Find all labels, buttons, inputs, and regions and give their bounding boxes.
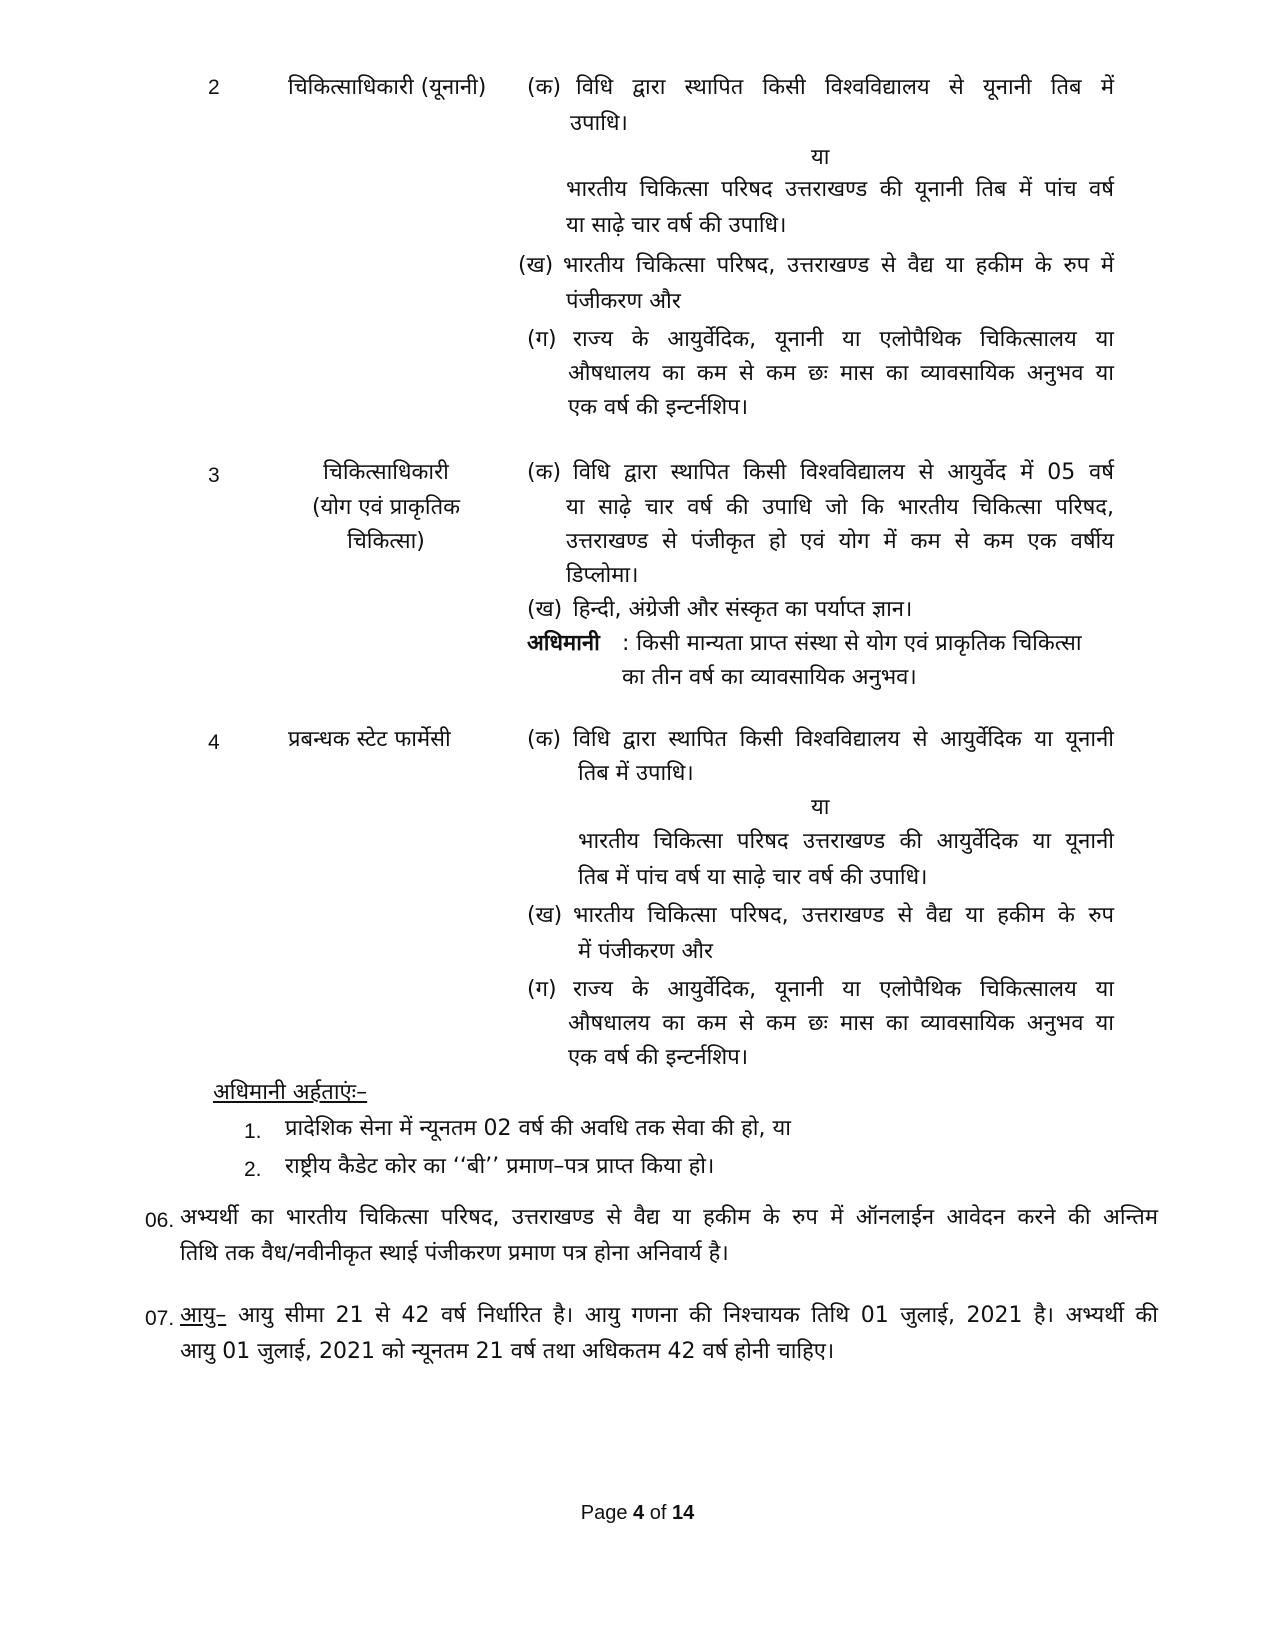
para-06-number: 06.	[145, 1209, 175, 1232]
row-3-kha-marker: (ख)	[527, 597, 563, 622]
row-2-number: 2	[208, 76, 220, 99]
row-2-kha-marker: (ख)	[518, 253, 554, 278]
row-4-ga-line-1: राज्य के आयुर्वेदिक, यूनानी या एलोपैथिक चिकित्सालय या	[573, 977, 1114, 1002]
row-4-alt-line-2: तिब में पांच वर्ष या साढ़े चार वर्ष की उपाधि।	[578, 865, 928, 890]
row-4-kha-marker: (ख)	[527, 903, 563, 928]
row-3-number: 3	[208, 464, 220, 487]
row-2-ga-line-2: औषधालय का कम से कम छः मास का व्यावसायिक अनुभव या	[568, 361, 1114, 386]
preferential-item-1-number: 1.	[244, 1120, 262, 1143]
row-3-ka-line-4: डिप्लोमा।	[566, 563, 639, 588]
preferential-item-1-text: प्रादेशिक सेना में न्यूनतम 02 वर्ष की अवधि तक सेवा की हो, या	[285, 1116, 791, 1141]
row-3-post-line-3: चिकित्सा)	[347, 529, 425, 554]
row-4-number: 4	[208, 731, 220, 754]
row-3-ka-line-3: उत्तराखण्ड से पंजीकृत हो एवं योग में कम से कम एक वर्षीय	[566, 529, 1114, 554]
row-2-kha-line-2: पंजीकरण और	[566, 289, 681, 314]
row-4-ga-line-3: एक वर्ष की इन्टर्नशिप।	[568, 1045, 749, 1070]
row-2-ga-line-1: राज्य के आयुर्वेदिक, यूनानी या एलोपैथिक चिकित्सालय या	[573, 327, 1114, 352]
para-07-line-1: आयु सीमा 21 से 42 वर्ष निर्धारित है। आयु गणना की निश्चायक तिथि 01 जुलाई, 2021 है। अभ्यर्थी की	[238, 1303, 1158, 1328]
row-2-ka-marker: (क)	[527, 75, 562, 100]
row-2-ga-marker: (ग)	[527, 327, 557, 352]
preferential-heading: अधिमानी अर्हताएंः–	[213, 1080, 368, 1105]
row-3-preferential-label: अधिमानी	[527, 631, 600, 656]
preferential-item-2-text: राष्ट्रीय कैडेट कोर का ‘‘बी’’ प्रमाण–पत्र प्राप्त किया हो।	[285, 1154, 715, 1179]
row-3-preferential-line-2: का तीन वर्ष का व्यावसायिक अनुभव।	[622, 665, 917, 690]
row-3-kha-line-1: हिन्दी, अंग्रेजी और संस्कृत का पर्याप्त ज्ञान।	[573, 597, 913, 622]
row-2-ka-line-1: विधि द्वारा स्थापित किसी विश्वविद्यालय से यूनानी तिब में	[576, 75, 1114, 100]
page-total: 14	[671, 1502, 695, 1524]
page-current: 4	[633, 1502, 645, 1524]
row-4-ka-line-2: तिब में उपाधि।	[578, 761, 694, 786]
row-3-ka-marker: (क)	[527, 460, 562, 485]
row-2-alt-line-2: या साढ़े चार वर्ष की उपाधि।	[566, 213, 787, 238]
para-07-number: 07.	[145, 1307, 175, 1330]
page-footer	[0, 1502, 1275, 1525]
para-07-line-2: आयु 01 जुलाई, 2021 को न्यूनतम 21 वर्ष तथा अधिकतम 42 वर्ष होनी चाहिए।	[180, 1339, 835, 1364]
row-3-ka-line-2: या साढ़े चार वर्ष की उपाधि जो कि भारतीय चिकित्सा परिषद,	[566, 495, 1114, 520]
row-4-ka-line-1: विधि द्वारा स्थापित किसी विश्वविद्यालय से आयुर्वेदिक या यूनानी	[573, 727, 1114, 752]
row-4-ga-line-2: औषधालय का कम से कम छः मास का व्यावसायिक अनुभव या	[568, 1011, 1114, 1036]
row-4-ga-marker: (ग)	[527, 977, 557, 1002]
row-3-post-line-2: (योग एवं प्राकृतिक	[311, 495, 461, 520]
row-3-preferential-line-1: : किसी मान्यता प्राप्त संस्था से योग एवं प्राकृतिक चिकित्सा	[622, 631, 1082, 656]
row-2-post-name: चिकित्साधिकारी (यूनानी)	[288, 75, 487, 100]
page-of: of	[644, 1502, 672, 1524]
row-4-ka-marker: (क)	[527, 727, 562, 752]
row-2-ka-line-2: उपाधि।	[570, 111, 628, 136]
row-2-ya: या	[811, 145, 830, 170]
para-06-line-2: तिथि तक वैध/नवीनीकृत स्थाई पंजीकरण प्रमाण पत्र होना अनिवार्य है।	[180, 1241, 729, 1266]
row-3-post-line-1: चिकित्साधिकारी	[323, 460, 449, 485]
row-2-kha-line-1: भारतीय चिकित्सा परिषद, उत्तराखण्ड से वैद्य या हकीम के रुप में	[563, 253, 1114, 278]
row-2-alt-line-1: भारतीय चिकित्सा परिषद उत्तराखण्ड की यूनानी तिब में पांच वर्ष	[566, 177, 1114, 202]
para-07-label: आयु–	[180, 1303, 227, 1328]
row-4-post-name: प्रबन्धक स्टेट फार्मेसी	[288, 727, 451, 752]
row-2-ga-line-3: एक वर्ष की इन्टर्नशिप।	[568, 395, 749, 420]
preferential-item-2-number: 2.	[244, 1158, 262, 1181]
row-4-kha-line-2: में पंजीकरण और	[578, 939, 713, 964]
row-3-ka-line-1: विधि द्वारा स्थापित किसी विश्वविद्यालय से आयुर्वेद में 05 वर्ष	[573, 460, 1114, 485]
row-4-alt-line-1: भारतीय चिकित्सा परिषद उत्तराखण्ड की आयुर्वेदिक या यूनानी	[578, 829, 1114, 854]
row-4-kha-line-1: भारतीय चिकित्सा परिषद, उत्तराखण्ड से वैद्य या हकीम के रुप	[573, 903, 1114, 928]
para-06-line-1: अभ्यर्थी का भारतीय चिकित्सा परिषद, उत्तराखण्ड से वैद्य या हकीम के रुप में ऑनलाईन आवेदन करने की अन्तिम	[180, 1205, 1158, 1230]
row-4-ya: या	[811, 795, 830, 820]
page-label: Page	[580, 1502, 634, 1524]
